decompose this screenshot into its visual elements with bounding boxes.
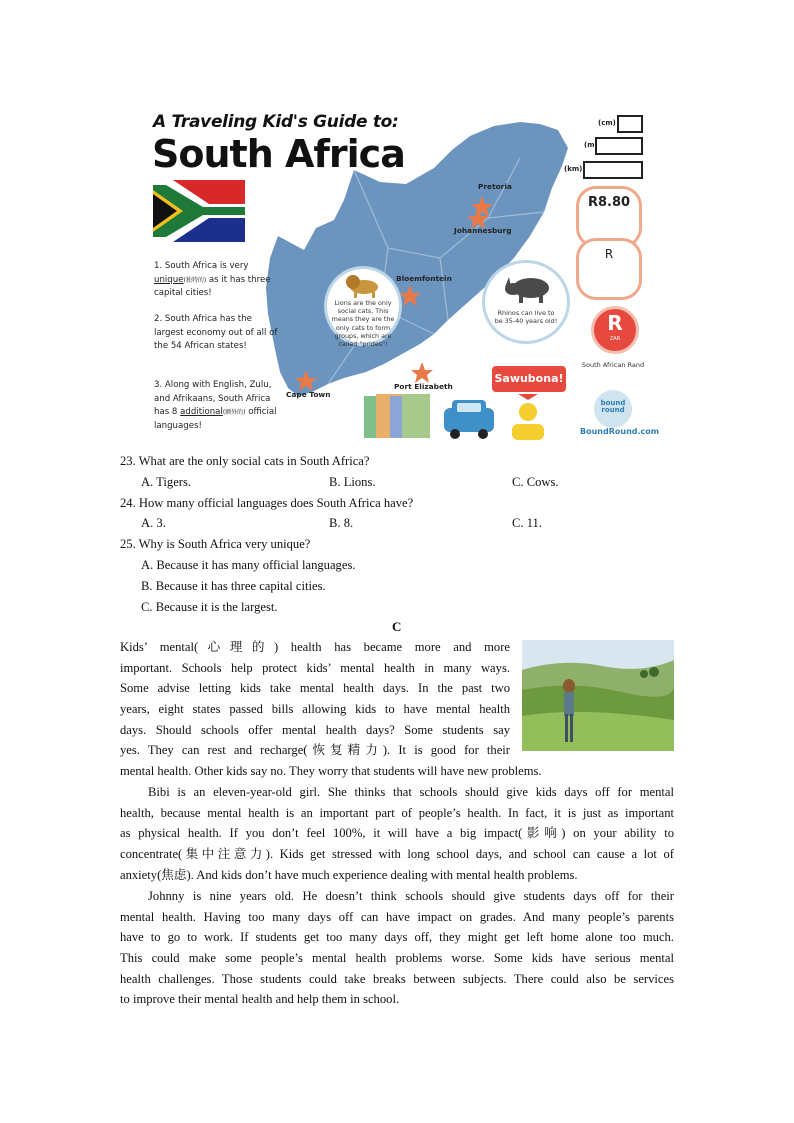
- banknotes-image: [364, 394, 430, 438]
- city-cape-town: Cape Town: [286, 390, 331, 399]
- fact-3: 3. Along with English, Zulu, and Afrikaans, South Africa has 8 additional(额外的) official languages!: [154, 380, 277, 431]
- p1-line: Some advise letting kids take mental health days. In the past two: [120, 681, 510, 696]
- girl-in-field-photo: [522, 640, 674, 751]
- p1-line: yes. They can rest and recharge(恢复精力). It is good for their: [120, 743, 510, 758]
- unit-m: (m): [584, 141, 598, 149]
- question-25-option-c: C. Because it is the largest.: [141, 600, 278, 614]
- p1-line: important. Schools help protect kids’ mental health in many ways.: [120, 660, 510, 675]
- currency-label: South African Rand: [581, 361, 645, 369]
- paragraph-3: [120, 886, 674, 1010]
- rand-coin-icon: [591, 306, 639, 354]
- p2-line: as physical health. If you don’t feel 100%, it will have a big impact(影响) on your ability to: [120, 826, 674, 841]
- lion-icon: [344, 273, 384, 299]
- p3-line: This could make some people’s mental health problems worse. Some kids have serious mental: [120, 951, 674, 966]
- fact-2: 2. South Africa has the largest economy out of all of the 54 African states!: [154, 314, 278, 351]
- p3-line: to improve their mental health and help them in school.: [120, 992, 400, 1007]
- city-johannesburg: Johannesburg: [454, 226, 512, 235]
- south-africa-infographic: [148, 108, 660, 440]
- question-24-option-a: A. 3.: [141, 516, 166, 530]
- currency-symbol: R: [607, 311, 623, 335]
- paragraph-1-last: [120, 761, 674, 782]
- question-25-stem: 25. Why is South Africa very unique?: [120, 537, 311, 551]
- question-24-option-c: C. 11.: [512, 516, 542, 530]
- p3-line: have to go to work. If students get too many days off, they might get left home alone too much.: [120, 930, 674, 945]
- p3-line: Johnny is nine years old. He doesn’t think schools should give students days off for their: [148, 889, 674, 903]
- p1-line: Kids’ mental(心理的) health has became more and more: [120, 640, 510, 654]
- greeting-speech-bubble: Sawubona!: [492, 366, 566, 392]
- p3-line: health challenges. Those students could take breaks between subjects. There could also be services: [120, 971, 674, 986]
- paragraph-2: [120, 782, 674, 885]
- icecream-price-card: [576, 238, 642, 300]
- p2-line: health, because mental health is an important part of people’s health. In fact, it is just as important: [120, 805, 674, 820]
- water-price: R8.80: [587, 195, 631, 210]
- p2-line: Bibi is an eleven-year-old girl. She thinks that schools should give kids days off for mental: [148, 785, 674, 799]
- paragraph-1: [120, 637, 510, 761]
- boundround-logo: [594, 390, 632, 428]
- person-icon: [512, 394, 544, 440]
- car-icon: [444, 400, 494, 439]
- city-pretoria: Pretoria: [478, 182, 512, 191]
- icecream-price: R: [604, 247, 614, 261]
- p2-line: concentrate(集中注意力). Kids get stressed with long school days, and school can cause a lot of: [120, 847, 674, 862]
- question-25-option-b: B. Because it has three capital cities.: [141, 579, 326, 593]
- question-23-option-a: A. Tigers.: [141, 475, 192, 489]
- p2-line: anxiety(焦虑). And kids don’t have much experience dealing with mental health problems.: [120, 867, 578, 882]
- south-africa-flag: [153, 180, 245, 242]
- p1-line: years, eight states passed bills allowing kids to have mental health: [120, 702, 510, 717]
- question-24-stem: 24. How many official languages does South Africa have?: [120, 496, 414, 510]
- rhino-icon: [503, 273, 553, 303]
- lion-note: Lions are the only social cats. This means they are the only cats to form groups, which are called "prides"!: [331, 299, 395, 349]
- rhino-note: Rhinos can live to be 35-40 years old!: [494, 309, 558, 326]
- fact-1: 1. South Africa is very unique(独特的) as it has three capital cities!: [154, 261, 271, 298]
- website-label: BoundRound.com: [580, 427, 660, 436]
- city-bloemfontein: Bloemfontein: [396, 274, 452, 283]
- question-23-option-c: C. Cows.: [512, 475, 559, 489]
- question-24-option-b: B. 8.: [329, 516, 354, 530]
- infographic-title: South Africa: [152, 132, 405, 176]
- lion-bubble: [324, 266, 402, 349]
- city-port-elizabeth: Port Elizabeth: [394, 382, 453, 391]
- section-heading: C: [392, 619, 402, 634]
- question-23-option-b: B. Lions.: [329, 475, 376, 489]
- question-23-stem: 23. What are the only social cats in South Africa?: [120, 454, 370, 468]
- question-25-option-a: A. Because it has many official languages.: [141, 558, 356, 572]
- currency-code: ZAR: [609, 336, 621, 342]
- p3-line: mental health. Having too many days off can have impact on grades. And many people’s parents: [120, 909, 674, 924]
- p1-line: days. Should schools offer mental health days? Some students say: [120, 722, 510, 737]
- logo-text: bound round: [600, 399, 626, 414]
- p1-line: mental health. Other kids say no. They worry that students will have new problems.: [120, 764, 542, 778]
- unit-cm: (cm): [598, 119, 616, 127]
- unit-km: (km): [564, 165, 583, 173]
- rhino-bubble: [482, 260, 570, 344]
- infographic-subtitle: A Traveling Kid's Guide to:: [153, 112, 399, 132]
